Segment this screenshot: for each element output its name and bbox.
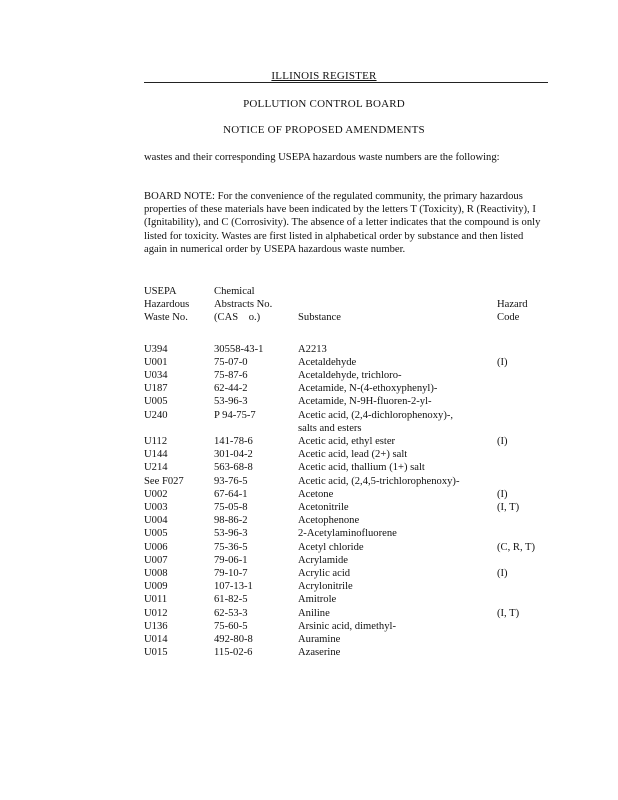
waste-no-cell: U136 xyxy=(144,620,168,632)
cas-no-cell: 141-78-6 xyxy=(214,436,253,448)
waste-no-cell: U214 xyxy=(144,462,168,474)
table-row xyxy=(144,501,557,514)
table-row xyxy=(144,475,557,488)
hazard-code-cell xyxy=(497,514,557,527)
cas-no-cell: 75-87-6 xyxy=(214,370,248,382)
table-row xyxy=(144,514,557,527)
hazard-code-cell xyxy=(497,461,557,474)
continuation-paragraph: wastes and their corresponding USEPA hazardous waste numbers are the following: xyxy=(144,152,500,163)
substance-cell: Acetaldehyde, trichloro- xyxy=(298,370,402,382)
waste-no-cell: U002 xyxy=(144,488,168,500)
table-row xyxy=(144,382,557,395)
hazard-code-cell xyxy=(497,646,557,659)
cas-no-cell: 53-96-3 xyxy=(214,396,248,408)
waste-no-cell: U004 xyxy=(144,515,168,527)
board-note-paragraph: BOARD NOTE: For the convenience of the regulated community, the primary hazardous properties of these materials have been indicated by the letters T (Toxicity), R (Reactivity), I (Ignitability), and C (Corrosivity). The absence of a letter indicates that the compound is only listed for toxicity. Wastes are first listed in alphabetical order by substance and then listed again in numerical order by USEPA hazardous waste number. xyxy=(144,191,541,255)
hazard-code-cell xyxy=(497,527,557,540)
cas-no-cell: 301-04-2 xyxy=(214,449,253,461)
cas-no-cell: 75-60-5 xyxy=(214,620,248,632)
waste-no-cell: U112 xyxy=(144,436,168,448)
hazard-code-cell: (I, T) xyxy=(497,607,520,619)
substance-cell: Acetaldehyde xyxy=(298,356,357,368)
hazard-code-cell xyxy=(497,475,557,488)
table-row xyxy=(144,554,557,567)
cas-no-cell: 98-86-2 xyxy=(214,515,248,527)
cas-no-cell: 115-02-6 xyxy=(214,647,253,659)
hazard-code-cell xyxy=(497,395,557,408)
hazard-code-cell xyxy=(497,554,557,567)
waste-no-cell: U003 xyxy=(144,502,168,514)
substance-cell: Azaserine xyxy=(298,647,341,659)
hazard-code-cell xyxy=(497,382,557,395)
table-row xyxy=(144,593,557,606)
cas-no-cell: 75-05-8 xyxy=(214,502,248,514)
table-row xyxy=(144,488,557,501)
substance-cell: Acetophenone xyxy=(298,515,360,527)
waste-no-cell: U011 xyxy=(144,594,168,606)
table-row xyxy=(144,395,557,408)
table-row xyxy=(144,633,557,646)
cas-no-cell: 53-96-3 xyxy=(214,528,248,540)
table-row xyxy=(144,580,557,593)
waste-no-cell: U001 xyxy=(144,356,168,368)
header-rule xyxy=(144,82,548,83)
cas-no-cell: 30558-43-1 xyxy=(214,343,264,355)
substance-cell: Acetic acid, ethyl ester xyxy=(298,436,396,448)
hazard-code-cell: (I) xyxy=(497,488,508,500)
cas-no-cell: 79-10-7 xyxy=(214,568,248,580)
cas-no-cell: 563-68-8 xyxy=(214,462,253,474)
waste-no-cell: U034 xyxy=(144,370,168,382)
table-row xyxy=(144,646,557,659)
substance-cell: Acetonitrile xyxy=(298,502,349,514)
waste-no-cell: U012 xyxy=(144,607,168,619)
substance-cell: 2-Acetylaminofluorene xyxy=(298,528,397,540)
header-waste-no: USEPA Hazardous Waste No. xyxy=(144,286,190,324)
hazard-code-cell: (I) xyxy=(497,568,508,580)
table-row xyxy=(144,369,557,382)
table-body xyxy=(144,343,557,660)
hazard-code-cell xyxy=(497,620,557,633)
waste-no-cell: U005 xyxy=(144,528,168,540)
hazard-code-cell: (I) xyxy=(497,436,508,448)
substance-cell: Acetic acid, lead (2+) salt xyxy=(298,449,408,461)
substance-cell: Acetic acid, (2,4,5-trichlorophenoxy)- xyxy=(298,475,460,487)
substance-cell: Acetyl chloride xyxy=(298,541,364,553)
table-row xyxy=(144,607,557,620)
cas-no-cell: 62-53-3 xyxy=(214,607,248,619)
waste-no-cell: See F027 xyxy=(144,475,184,487)
hazard-code-cell xyxy=(497,409,557,435)
cas-no-cell: 492-80-8 xyxy=(214,634,253,646)
substance-cell: Acetic acid, (2,4-dichlorophenoxy)-, salts and esters xyxy=(298,409,454,434)
waste-no-cell: U187 xyxy=(144,383,168,395)
cas-no-cell: 67-64-1 xyxy=(214,488,248,500)
hazard-code-cell xyxy=(497,343,557,356)
cas-no-cell: 61-82-5 xyxy=(214,594,248,606)
table-row xyxy=(144,409,557,435)
hazard-code-cell: (I) xyxy=(497,356,508,368)
table-row xyxy=(144,356,557,369)
header-cas-no: Chemical Abstracts No. (CAS o.) xyxy=(214,286,273,324)
substance-cell: Acrylonitrile xyxy=(298,581,353,593)
substance-cell: Acetamide, N-9H-fluoren-2-yl- xyxy=(298,396,432,408)
substance-cell: Auramine xyxy=(298,634,341,646)
waste-no-cell: U394 xyxy=(144,343,168,355)
table-row xyxy=(144,343,557,356)
table-row xyxy=(144,527,557,540)
cas-no-cell: P 94-75-7 xyxy=(214,409,256,421)
waste-no-cell: U008 xyxy=(144,568,168,580)
hazard-code-cell xyxy=(497,448,557,461)
substance-cell: Acetic acid, thallium (1+) salt xyxy=(298,462,425,474)
hazardous-waste-table xyxy=(144,285,557,659)
cas-no-cell: 93-76-5 xyxy=(214,475,248,487)
table-row xyxy=(144,620,557,633)
waste-no-cell: U015 xyxy=(144,647,168,659)
hazard-code-cell xyxy=(497,580,557,593)
waste-no-cell: U006 xyxy=(144,541,168,553)
substance-cell: Acetone xyxy=(298,488,334,500)
table-header-row xyxy=(144,285,557,325)
substance-cell: Acrylamide xyxy=(298,554,349,566)
waste-no-cell: U144 xyxy=(144,449,168,461)
cas-no-cell: 62-44-2 xyxy=(214,383,248,395)
table-row xyxy=(144,567,557,580)
waste-no-cell: U240 xyxy=(144,409,168,421)
waste-no-cell: U005 xyxy=(144,396,168,408)
waste-no-cell: U014 xyxy=(144,634,168,646)
substance-cell: Arsinic acid, dimethyl- xyxy=(298,620,396,632)
hazard-code-cell xyxy=(497,593,557,606)
substance-cell: Acrylic acid xyxy=(298,568,351,580)
waste-no-cell: U007 xyxy=(144,554,168,566)
header-hazard-code: Hazard Code xyxy=(497,299,528,324)
table-row xyxy=(144,541,557,554)
board-title: POLLUTION CONTROL BOARD xyxy=(243,98,405,110)
register-title: ILLINOIS REGISTER xyxy=(271,70,377,82)
cas-no-cell: 75-07-0 xyxy=(214,356,248,368)
hazard-code-cell xyxy=(497,369,557,382)
substance-cell: Aniline xyxy=(298,607,330,619)
table-row xyxy=(144,448,557,461)
notice-title: NOTICE OF PROPOSED AMENDMENTS xyxy=(223,124,425,136)
hazard-code-cell: (C, R, T) xyxy=(497,541,536,553)
cas-no-cell: 107-13-1 xyxy=(214,581,253,593)
hazard-code-cell xyxy=(497,633,557,646)
substance-cell: Acetamide, N-(4-ethoxyphenyl)- xyxy=(298,383,438,395)
cas-no-cell: 75-36-5 xyxy=(214,541,248,553)
table-row xyxy=(144,435,557,448)
header-substance: Substance xyxy=(298,312,341,324)
substance-cell: A2213 xyxy=(298,343,327,355)
cas-no-cell: 79-06-1 xyxy=(214,554,248,566)
waste-no-cell: U009 xyxy=(144,581,168,593)
substance-cell: Amitrole xyxy=(298,594,337,606)
table-row xyxy=(144,461,557,474)
hazard-code-cell: (I, T) xyxy=(497,502,520,514)
